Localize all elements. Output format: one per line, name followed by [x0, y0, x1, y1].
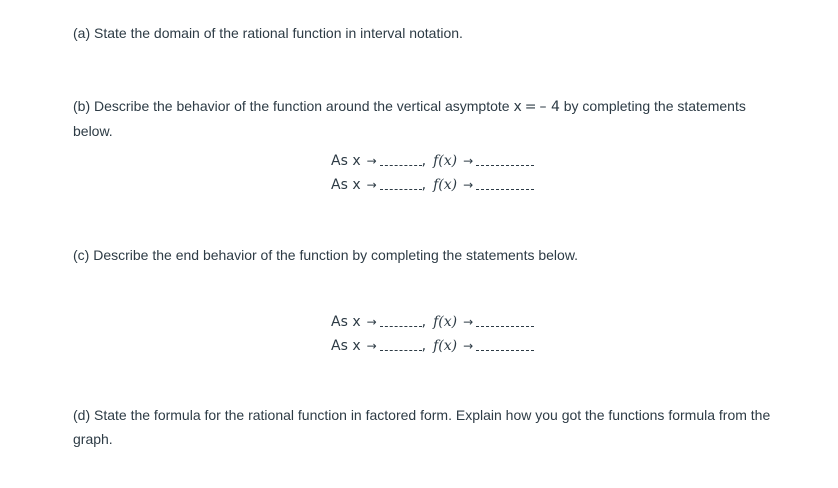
question-c: (c) Describe the end behavior of the function by completing the statements below.	[73, 247, 579, 263]
end-behavior-statement-1	[331, 311, 534, 333]
as-x-label: As x	[331, 177, 361, 193]
arrow-icon: →	[463, 178, 474, 192]
asymptote-variable: x	[513, 99, 522, 115]
arrow-icon: →	[366, 154, 377, 168]
x-approach-blank[interactable]	[380, 349, 422, 351]
as-x-label: As x	[331, 314, 361, 330]
question-d: (d) State the formula for the rational function in factored form. Explain how you got the functions formula from the graph.	[73, 407, 771, 447]
f-of-x-label: f(x)	[433, 153, 458, 169]
comma: ,	[421, 338, 427, 354]
asymptote-equals: =	[524, 99, 537, 115]
as-x-label: As x	[331, 153, 361, 169]
f-of-x-label: f(x)	[433, 338, 458, 354]
comma: ,	[421, 177, 427, 193]
question-b-text-start: (b) Describe the behavior of the function around the vertical asymptote	[73, 98, 510, 114]
question-b-text-end: by completing the statements below.	[73, 98, 746, 139]
comma: ,	[421, 153, 427, 169]
comma: ,	[421, 314, 427, 330]
arrow-icon: →	[366, 339, 377, 353]
vertical-asymptote-statement-1	[331, 150, 534, 172]
question-a: (a) State the domain of the rational function in interval notation.	[73, 25, 463, 41]
end-behavior-statement-2	[331, 335, 534, 357]
as-x-label: As x	[331, 338, 361, 354]
arrow-icon: →	[366, 315, 377, 329]
f-approach-blank[interactable]	[476, 325, 534, 327]
arrow-icon: →	[463, 154, 474, 168]
x-approach-blank[interactable]	[380, 325, 422, 327]
f-approach-blank[interactable]	[476, 164, 534, 166]
question-b	[73, 94, 773, 143]
asymptote-equation	[513, 99, 559, 115]
asymptote-value: – 4	[539, 99, 560, 115]
x-approach-blank[interactable]	[380, 164, 422, 166]
arrow-icon: →	[463, 339, 474, 353]
f-approach-blank[interactable]	[476, 349, 534, 351]
vertical-asymptote-statement-2	[331, 174, 534, 196]
arrow-icon: →	[463, 315, 474, 329]
f-approach-blank[interactable]	[476, 188, 534, 190]
f-of-x-label: f(x)	[433, 314, 458, 330]
arrow-icon: →	[366, 178, 377, 192]
f-of-x-label: f(x)	[433, 177, 458, 193]
x-approach-blank[interactable]	[380, 188, 422, 190]
